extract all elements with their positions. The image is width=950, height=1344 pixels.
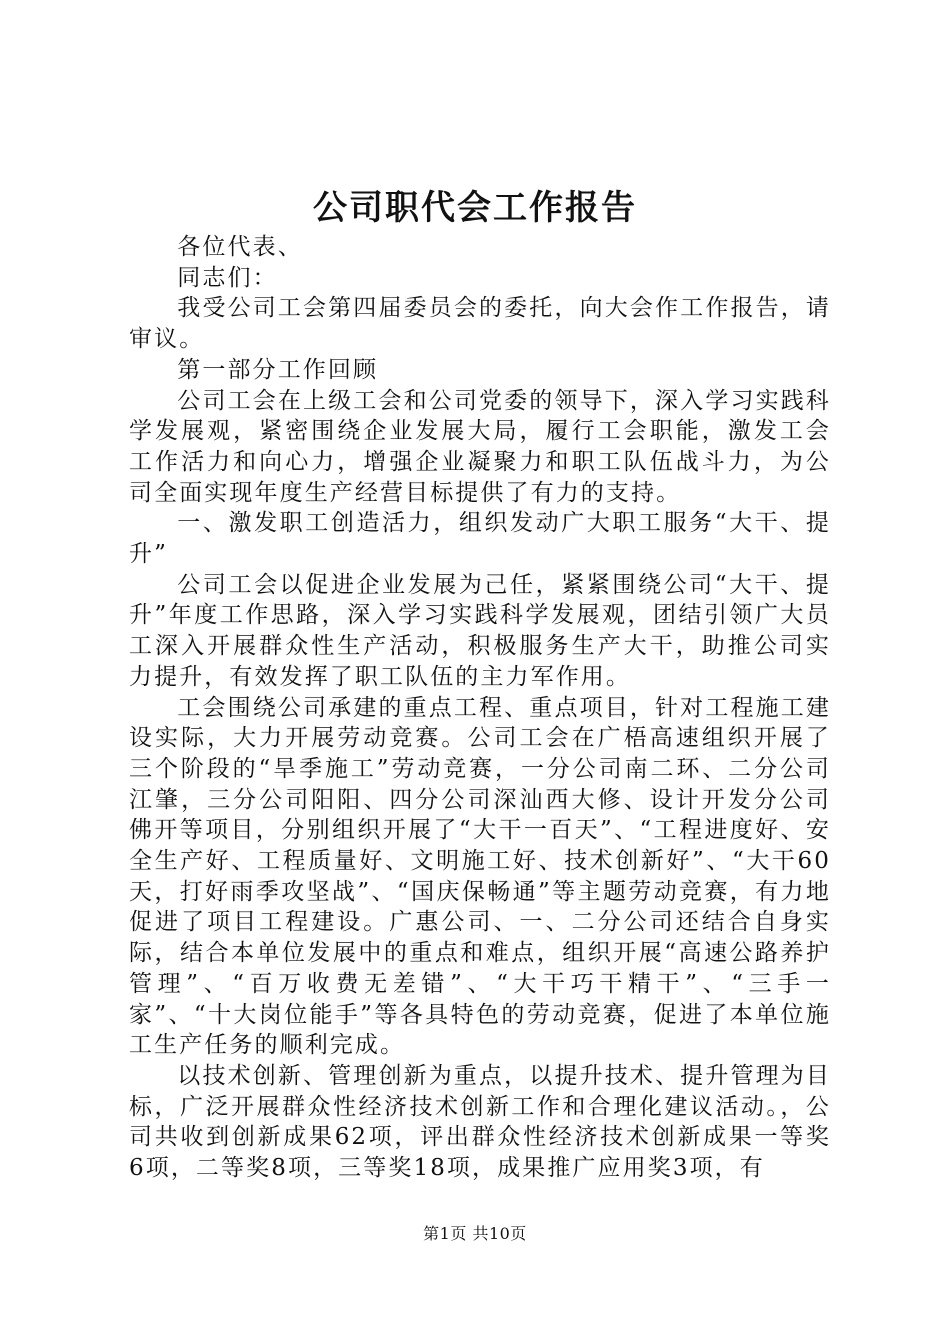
salutation-line-1: 各位代表、 [177,234,303,260]
document-body [129,232,831,1184]
body-paragraph: 以技术创新、管理创新为重点，以提升技术、提升管理为目标，广泛开展群众性经济技术创新工作和合理化建议活动。，公司共收到创新成果62项，评出群众性经济技术创新成果一等奖6项，二等奖8项，三等奖18项，成果推广应用奖3项，有 [129,1062,831,1182]
section-heading: 第一部分工作回顾 [177,356,379,383]
page-number-footer: 第1页 共10页 [423,1224,527,1243]
document-title: 公司职代会工作报告 [313,188,637,228]
subsection-heading: 一、激发职工创造活力，组织发动广大职工服务“大干、提升” [129,510,831,568]
opening-paragraph: 我受公司工会第四届委员会的委托，向大会作工作报告，请审议。 [129,295,831,353]
body-paragraph: 公司工会在上级工会和公司党委的领导下，深入学习实践科学发展观，紧密围绕企业发展大局，履行工会职能，激发工会工作活力和向心力，增强企业凝聚力和职工队伍战斗力，为公司全面实现年度生产经营目标提供了有力的支持。 [129,387,831,506]
body-paragraph: 公司工会以促进企业发展为己任，紧紧围绕公司“大干、提升”年度工作思路，深入学习实践科学发展观，团结引领广大员工深入开展群众性生产活动，积极服务生产大干，助推公司实力提升，有效发挥了职工队伍的主力军作用。 [129,571,831,690]
body-paragraph: 工会围绕公司承建的重点工程、重点项目，针对工程施工建设实际，大力开展劳动竞赛。公司工会在广梧高速组织开展了三个阶段的“旱季施工”劳动竞赛，一分公司南二环、二分公司江肇，三分公司阳阳、四分公司深汕西大修、设计开发分公司佛开等项目，分别组织开展了“大干一百天”、“工程进度好、安全生产好、工程质量好、文明施工好、技术创新好”、“大干60天，打好雨季攻坚战”、“国庆保畅通”等主题劳动竞赛，有力地促进了项目工程建设。广惠公司、一、二分公司还结合自身实际，结合本单位发展中的重点和难点，组织开展“高速公路养护管理”、“百万收费无差错”、“大干巧干精干”、“三手一家”、“十大岗位能手”等各具特色的劳动竞赛，促进了本单位施工生产任务的顺利完成。 [129,694,831,1059]
salutation-line-2: 同志们： [177,264,278,291]
